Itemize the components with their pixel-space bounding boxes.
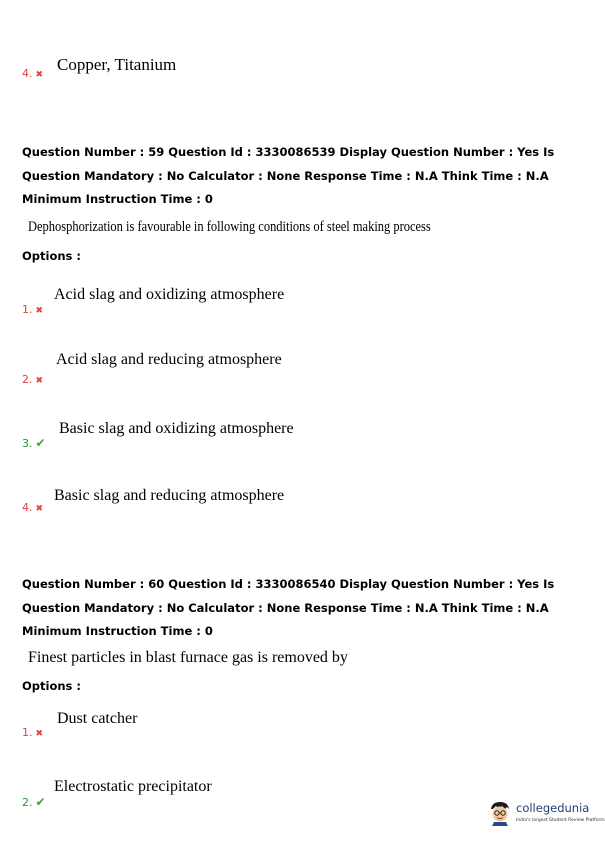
cross-icon: ✖ bbox=[35, 504, 44, 514]
option-number: 3. bbox=[22, 437, 33, 450]
mascot-icon bbox=[488, 800, 512, 826]
cross-icon: ✖ bbox=[35, 729, 44, 739]
option-row bbox=[22, 62, 43, 81]
option-row bbox=[22, 298, 43, 317]
option-row bbox=[22, 791, 46, 810]
check-icon: ✔ bbox=[35, 436, 46, 450]
option-number: 1. bbox=[22, 726, 33, 739]
option-text: Copper, Titanium bbox=[57, 55, 177, 74]
option-row bbox=[22, 432, 46, 451]
check-icon: ✔ bbox=[35, 795, 46, 809]
option-text: Electrostatic precipitator bbox=[54, 778, 212, 795]
option-text: Acid slag and oxidizing atmosphere bbox=[54, 286, 285, 303]
option-number: 2. bbox=[22, 796, 33, 809]
options-label: Options : bbox=[22, 679, 81, 693]
option-row bbox=[22, 496, 43, 515]
option-number: 4. bbox=[22, 501, 33, 514]
question-text: Finest particles in blast furnace gas is removed by bbox=[28, 649, 348, 666]
cross-icon: ✖ bbox=[35, 306, 44, 316]
logo-tagline: India's largest Student Review Platform bbox=[516, 818, 605, 823]
option-text: Basic slag and oxidizing atmosphere bbox=[59, 420, 294, 437]
question-meta: Question Number : 59 Question Id : 3330086539 Display Question Number : Yes Is Question Mandatory : No Calculator : None Response Time : N.A Think Time : N.A Minimum Instruction Time : 0 bbox=[22, 145, 555, 206]
option-text: Acid slag and reducing atmosphere bbox=[56, 351, 282, 368]
question-text: Dephosphorization is favourable in following conditions of steel making process bbox=[28, 219, 431, 235]
option-number: 2. bbox=[22, 373, 33, 386]
option-number: 1. bbox=[22, 303, 33, 316]
option-row bbox=[22, 368, 43, 387]
option-text: Basic slag and reducing atmosphere bbox=[54, 487, 285, 504]
logo-name: collegedunia bbox=[516, 801, 590, 815]
cross-icon: ✖ bbox=[35, 70, 44, 80]
question-meta: Question Number : 60 Question Id : 3330086540 Display Question Number : Yes Is Question Mandatory : No Calculator : None Response Time : N.A Think Time : N.A Minimum Instruction Time : 0 bbox=[22, 577, 555, 638]
option-row bbox=[22, 721, 43, 740]
collegedunia-logo bbox=[488, 798, 605, 830]
options-label: Options : bbox=[22, 249, 81, 263]
cross-icon: ✖ bbox=[35, 376, 44, 386]
option-number: 4. bbox=[22, 67, 33, 80]
option-text: Dust catcher bbox=[57, 710, 138, 727]
